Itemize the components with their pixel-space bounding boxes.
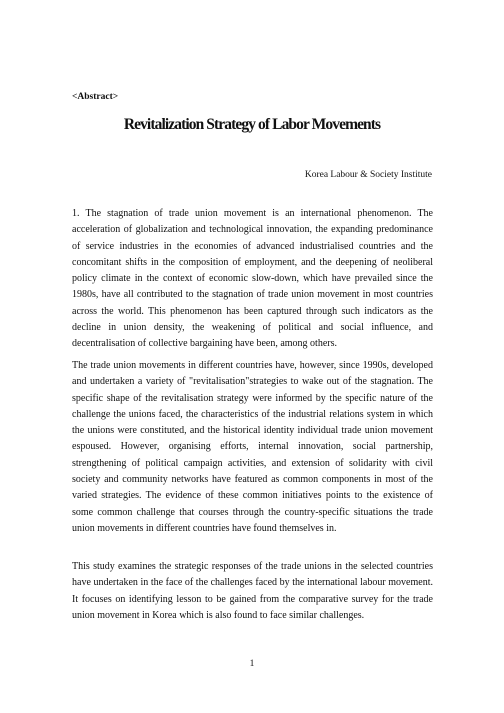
paragraph-3: This study examines the strategic responses of the trade unions in the selected countries have undertaken in the face of the challenges faced by the international labour movement. It focuses on identifying lesson to be gained from the comparative survey for the trade union movement in Korea which is also found to face similar challenges. [72,561,433,621]
page-number: 1 [249,659,255,669]
paragraph-2: The trade union movements in different countries have, however, since 1990s, developed and undertaken a variety of "revitalisation"strategies to wake out of the stagnation. The specific shape of the revitalisation strategy were informed by the specific nature of the challenge the unions faced, the characteristics of the industrial relations system in which the unions were constituted, and the historical identity individual trade union movement espoused. However, organising efforts, internal innovation, social partnership, strengthening of political campaign activities, and extension of solidarity with civil society and community networks have featured as common components in most of the varied strategies. The evidence of these common initiatives points to the existence of some common challenge that courses through the country-specific situations the trade union movements in different countries have found themselves in. [72,360,433,534]
document-title: Revitalization Strategy of Labor Movements [123,116,381,133]
paragraph-1: 1. The stagnation of trade union movement is an international phenomenon. The acceleration of globalization and technological innovation, the expanding predominance of service industries in the economies of advanced industrialised countries and the concomitant shifts in the composition of employment, and the deepening of neoliberal policy climate in the context of economic slow-down, which have prevailed since the 1980s, have all contributed to the stagnation of trade union movement in most countries across the world. This phenomenon has been captured through such indicators as the decline in union density, the weakening of political and social influence, and decentralisation of collective bargaining have been, among others. [72,208,433,350]
author-affiliation: Korea Labour & Society Institute [304,170,432,180]
abstract-label: <Abstract> [72,92,119,102]
